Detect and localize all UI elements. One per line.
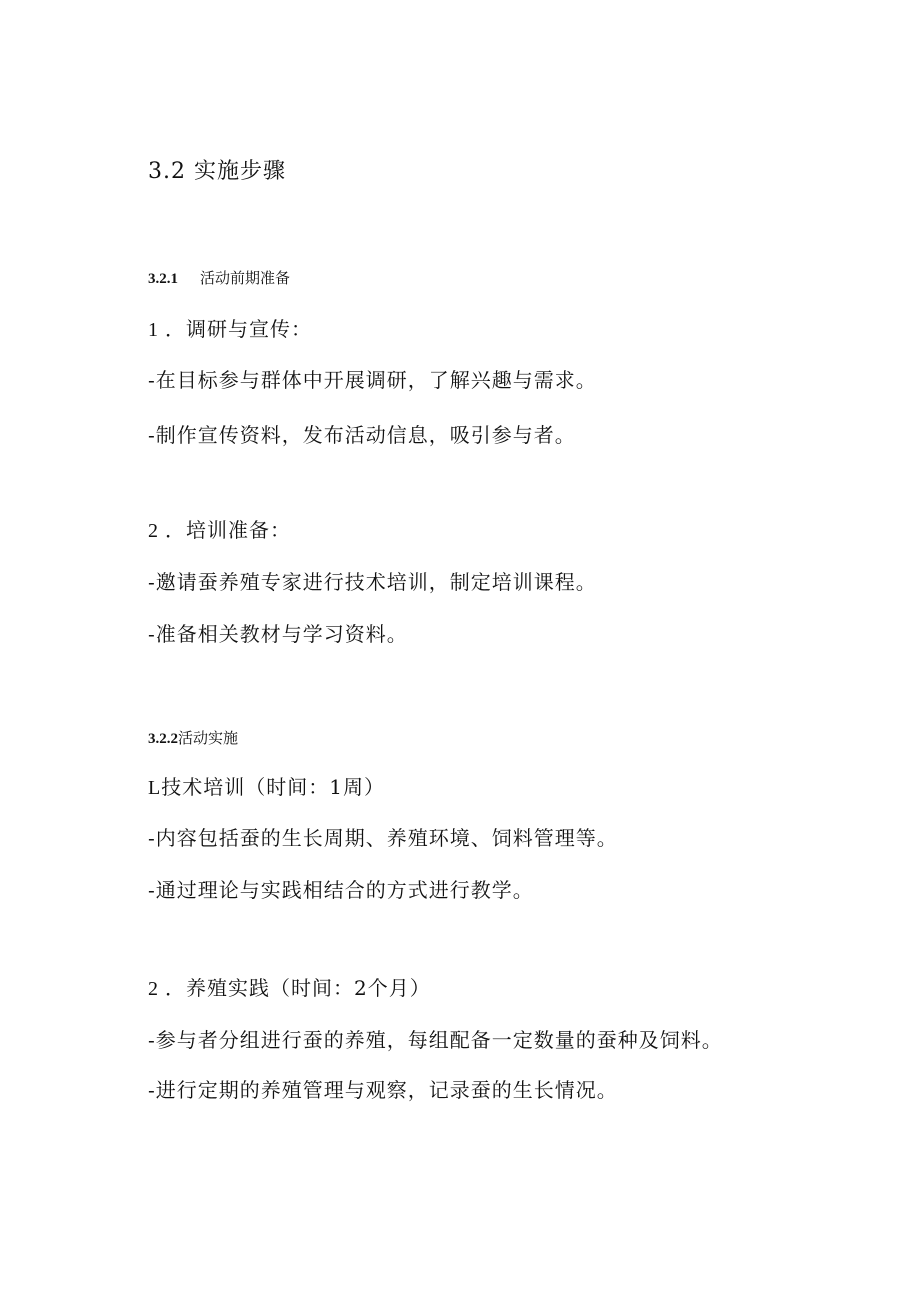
subsection-heading-3-2-1: [148, 271, 290, 287]
item-number: L: [148, 777, 162, 799]
item-title: ．养殖实践（时间：2个月）: [165, 976, 431, 1000]
item-number: 1: [148, 319, 159, 341]
bullet-line: -进行定期的养殖管理与观察，记录蚕的生长情况。: [148, 1078, 618, 1102]
bullet-line: -通过理论与实践相结合的方式进行教学。: [148, 878, 534, 902]
bullet-line: -制作宣传资料，发布活动信息，吸引参与者。: [148, 423, 576, 447]
subsection-number: 3.2.2: [148, 731, 178, 747]
item-heading: [148, 520, 291, 541]
subsection-title: 活动前期准备: [200, 269, 291, 287]
item-title: ．调研与宣传：: [165, 317, 312, 341]
subsection-title: 活动实施: [178, 729, 239, 747]
item-heading: [148, 319, 312, 340]
item-title: 技术培训（时间：1周）: [161, 775, 385, 799]
item-heading: [148, 978, 431, 999]
subsection-heading-3-2-2: [148, 731, 238, 747]
subsection-number: 3.2.1: [148, 271, 178, 287]
bullet-line: -在目标参与群体中开展调研，了解兴趣与需求。: [148, 368, 597, 392]
bullet-line: -参与者分组进行蚕的养殖，每组配备一定数量的蚕种及饲料。: [148, 1028, 723, 1052]
item-title: ．培训准备：: [165, 518, 291, 542]
item-number: 2: [148, 978, 159, 1000]
item-heading: [148, 777, 385, 798]
section-heading: 3.2 实施步骤: [148, 159, 286, 184]
bullet-line: -准备相关教材与学习资料。: [148, 622, 408, 646]
item-number: 2: [148, 520, 159, 542]
bullet-line: -内容包括蚕的生长周期、养殖环境、饲料管理等。: [148, 826, 618, 850]
bullet-line: -邀请蚕养殖专家进行技术培训，制定培训课程。: [148, 570, 597, 594]
